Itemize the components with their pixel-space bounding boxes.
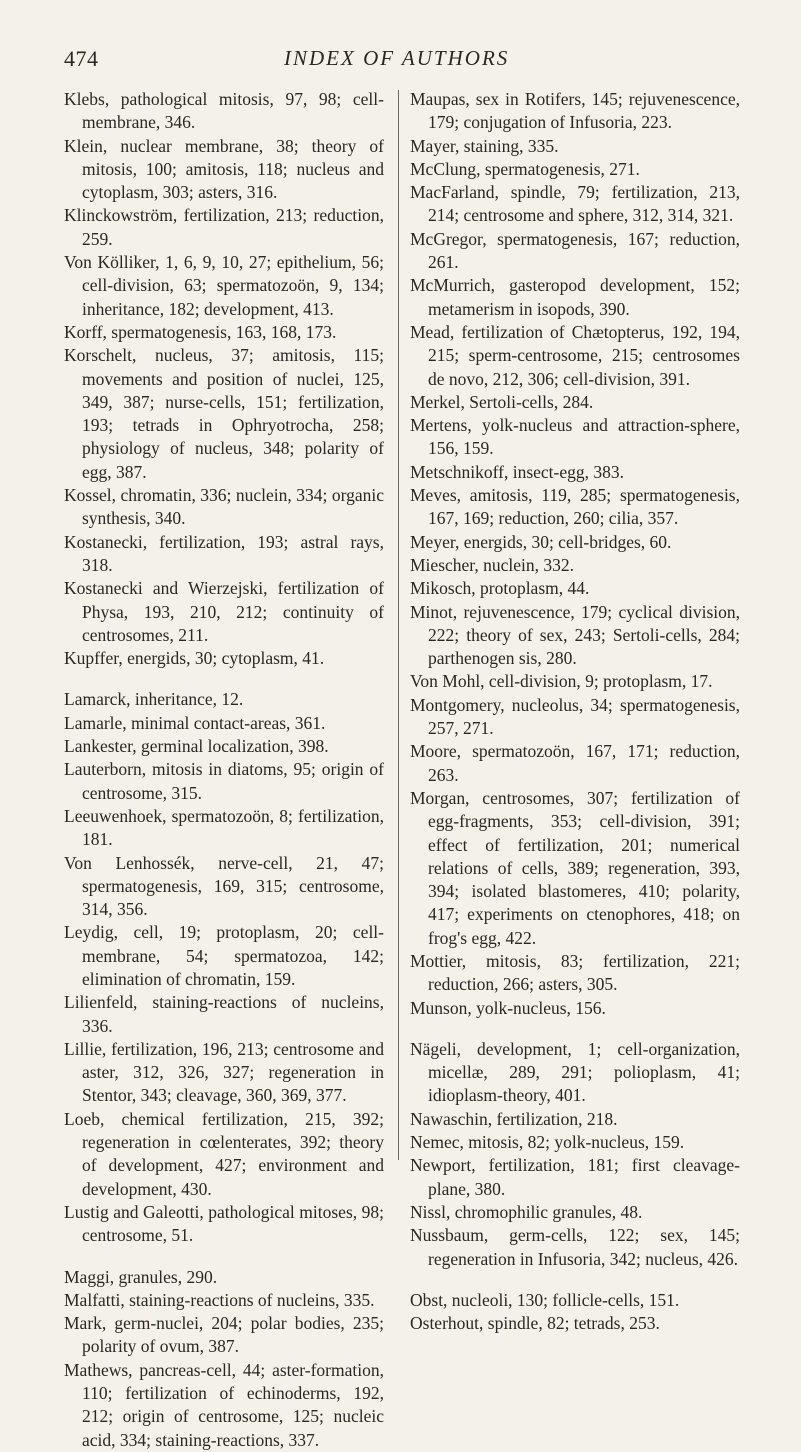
page-header bbox=[64, 46, 744, 76]
index-entry: Klebs, pathological mitosis, 97, 98; cell-membrane, 346. bbox=[64, 89, 384, 133]
index-entry: McGregor, spermatogenesis, 167; reduction, 261. bbox=[410, 228, 740, 273]
index-entry: Mayer, staining, 335. bbox=[410, 135, 559, 156]
index-entry: Nägeli, development, 1; cell-organization, micellæ, 289, 291; polioplasm, 41; idioplasm-theory, 401. bbox=[410, 1038, 740, 1106]
index-entry: Meyer, energids, 30; cell-bridges, 60. bbox=[410, 531, 672, 552]
index-entry: Montgomery, nucleolus, 34; spermatogenesis, 257, 271. bbox=[410, 694, 740, 739]
index-entry: Nussbaum, germ-cells, 122; sex, 145; regeneration in Infusoria, 342; nucleus, 426. bbox=[410, 1225, 740, 1269]
index-entry: Metschnikoff, insect-egg, 383. bbox=[410, 461, 625, 482]
index-entry: Von Lenhossék, nerve-cell, 21, 47; spermatogenesis, 169, 315; centrosome, 314, 356. bbox=[64, 852, 384, 920]
column-divider bbox=[398, 90, 399, 1160]
index-entry: Maupas, sex in Rotifers, 145; rejuvenescence, 179; conjugation of Infusoria, 223. bbox=[410, 89, 740, 133]
index-entry: Munson, yolk-nucleus, 156. bbox=[410, 997, 606, 1018]
index-entry: Von Kölliker, 1, 6, 9, 10, 27; epithelium, 56; cell-division, 63; spermatozoön, 9, 134; inheritance, 182; development, 413. bbox=[64, 252, 384, 319]
right-column bbox=[410, 88, 740, 1335]
index-entry: Lamarck, inheritance, 12. bbox=[64, 689, 244, 710]
page-number: 474 bbox=[64, 46, 99, 71]
index-entry: Korff, spermatogenesis, 163, 168, 173. bbox=[64, 321, 337, 342]
index-entry: Klinckowström, fertilization, 213; reduction, 259. bbox=[64, 205, 384, 249]
index-entry: Moore, spermatozoön, 167, 171; reduction, 263. bbox=[410, 741, 740, 785]
index-entry: Kupffer, energids, 30; cytoplasm, 41. bbox=[64, 648, 325, 669]
index-entry: Osterhout, spindle, 82; tetrads, 253. bbox=[410, 1313, 660, 1334]
index-entry: Mottier, mitosis, 83; fertilization, 221; reduction, 266; asters, 305. bbox=[410, 950, 740, 995]
index-entry: Kostanecki, fertilization, 193; astral rays, 318. bbox=[64, 531, 384, 575]
index-entry: Leydig, cell, 19; protoplasm, 20; cell-membrane, 54; spermatozoa, 142; elimination of chromatin, 159. bbox=[64, 922, 384, 989]
index-entry: Maggi, granules, 290. bbox=[64, 1266, 218, 1287]
index-entry: Mead, fertilization of Chætopterus, 192, 194, 215; sperm-centrosome, 215; centrosomes de novo, 212, 306; cell-division, 391. bbox=[410, 321, 740, 389]
index-entry: Lillie, fertilization, 196, 213; centrosome and aster, 312, 326, 327; regeneration in Stentor, 343; cleavage, 360, 369, 377. bbox=[64, 1038, 384, 1106]
index-entry: Miescher, nuclein, 332. bbox=[410, 554, 575, 575]
index-entry: Merkel, Sertoli-cells, 284. bbox=[410, 391, 594, 412]
index-entry: Nawaschin, fertilization, 218. bbox=[410, 1108, 618, 1129]
index-entry: Lilienfeld, staining-reactions of nucleins, 336. bbox=[64, 992, 384, 1036]
index-entry: Kossel, chromatin, 336; nuclein, 334; organic synthesis, 340. bbox=[64, 485, 384, 529]
index-entry: Morgan, centrosomes, 307; fertilization of egg-fragments, 353; cell-division, 391; effect of fertilization, 201; numerical relations of cells, 389; regeneration, 393, 394; isolated blastomeres, 410; polarity, 417; experiments on ctenophores, 418; on frog's egg, 422. bbox=[410, 787, 740, 948]
left-column bbox=[64, 88, 384, 1452]
index-entry: Leeuwenhoek, spermatozoön, 8; fertilization, 181. bbox=[64, 805, 384, 850]
index-entry: Lauterborn, mitosis in diatoms, 95; origin of centrosome, 315. bbox=[64, 759, 384, 803]
index-entry: Malfatti, staining-reactions of nucleins, 335. bbox=[64, 1289, 375, 1310]
index-entry: Von Mohl, cell-division, 9; protoplasm, 17. bbox=[410, 671, 713, 692]
index-entry: Kostanecki and Wierzejski, fertilization of Physa, 193, 210, 212; continuity of centrosomes, 211. bbox=[64, 578, 384, 645]
index-entry: Lamarle, minimal contact-areas, 361. bbox=[64, 712, 326, 733]
index-entry: Mathews, pancreas-cell, 44; aster-formation, 110; fertilization of echinoderms, 192, 212; origin of centrosome, 125; nucleic acid, 334; staining-reactions, 337. bbox=[64, 1359, 384, 1450]
running-title: INDEX OF AUTHORS bbox=[284, 46, 510, 70]
index-entry: Newport, fertilization, 181; first cleavage-plane, 380. bbox=[410, 1155, 740, 1199]
index-entry: Obst, nucleoli, 130; follicle-cells, 151. bbox=[410, 1289, 680, 1310]
index-entry: Klein, nuclear membrane, 38; theory of mitosis, 100; amitosis, 118; nucleus and cytoplasm, 303; asters, 316. bbox=[64, 135, 384, 203]
index-entry: McMurrich, gasteropod development, 152; metamerism in isopods, 390. bbox=[410, 275, 740, 319]
index-entry: Minot, rejuvenescence, 179; cyclical division, 222; theory of sex, 243; Sertoli-cells, 284; parthenogen sis, 280. bbox=[410, 601, 740, 669]
index-entry: Korschelt, nucleus, 37; amitosis, 115; movements and position of nuclei, 125, 349, 387; nurse-cells, 151; fertilization, 193; tetrads in Ophryotrocha, 258; physiology of nucleus, 348; polarity of egg, 387. bbox=[64, 345, 384, 482]
index-entry: Nemec, mitosis, 82; yolk-nucleus, 159. bbox=[410, 1132, 685, 1153]
index-entry: Lankester, germinal localization, 398. bbox=[64, 736, 329, 757]
index-entry: Nissl, chromophilic granules, 48. bbox=[410, 1201, 643, 1222]
index-entry: Mertens, yolk-nucleus and attraction-sphere, 156, 159. bbox=[410, 415, 740, 459]
index-entry: MacFarland, spindle, 79; fertilization, 213, 214; centrosome and sphere, 312, 314, 321. bbox=[410, 182, 740, 226]
index-entry: McClung, spermatogenesis, 271. bbox=[410, 158, 640, 179]
index-entry: Mark, germ-nuclei, 204; polar bodies, 235; polarity of ovum, 387. bbox=[64, 1313, 384, 1357]
index-entry: Loeb, chemical fertilization, 215, 392; regeneration in cœlenterates, 392; theory of development, 427; environment and development, 430. bbox=[64, 1108, 384, 1199]
index-entry: Lustig and Galeotti, pathological mitoses, 98; centrosome, 51. bbox=[64, 1201, 384, 1246]
index-entry: Meves, amitosis, 119, 285; spermatogenesis, 167, 169; reduction, 260; cilia, 357. bbox=[410, 485, 740, 529]
index-entry: Mikosch, protoplasm, 44. bbox=[410, 578, 590, 599]
